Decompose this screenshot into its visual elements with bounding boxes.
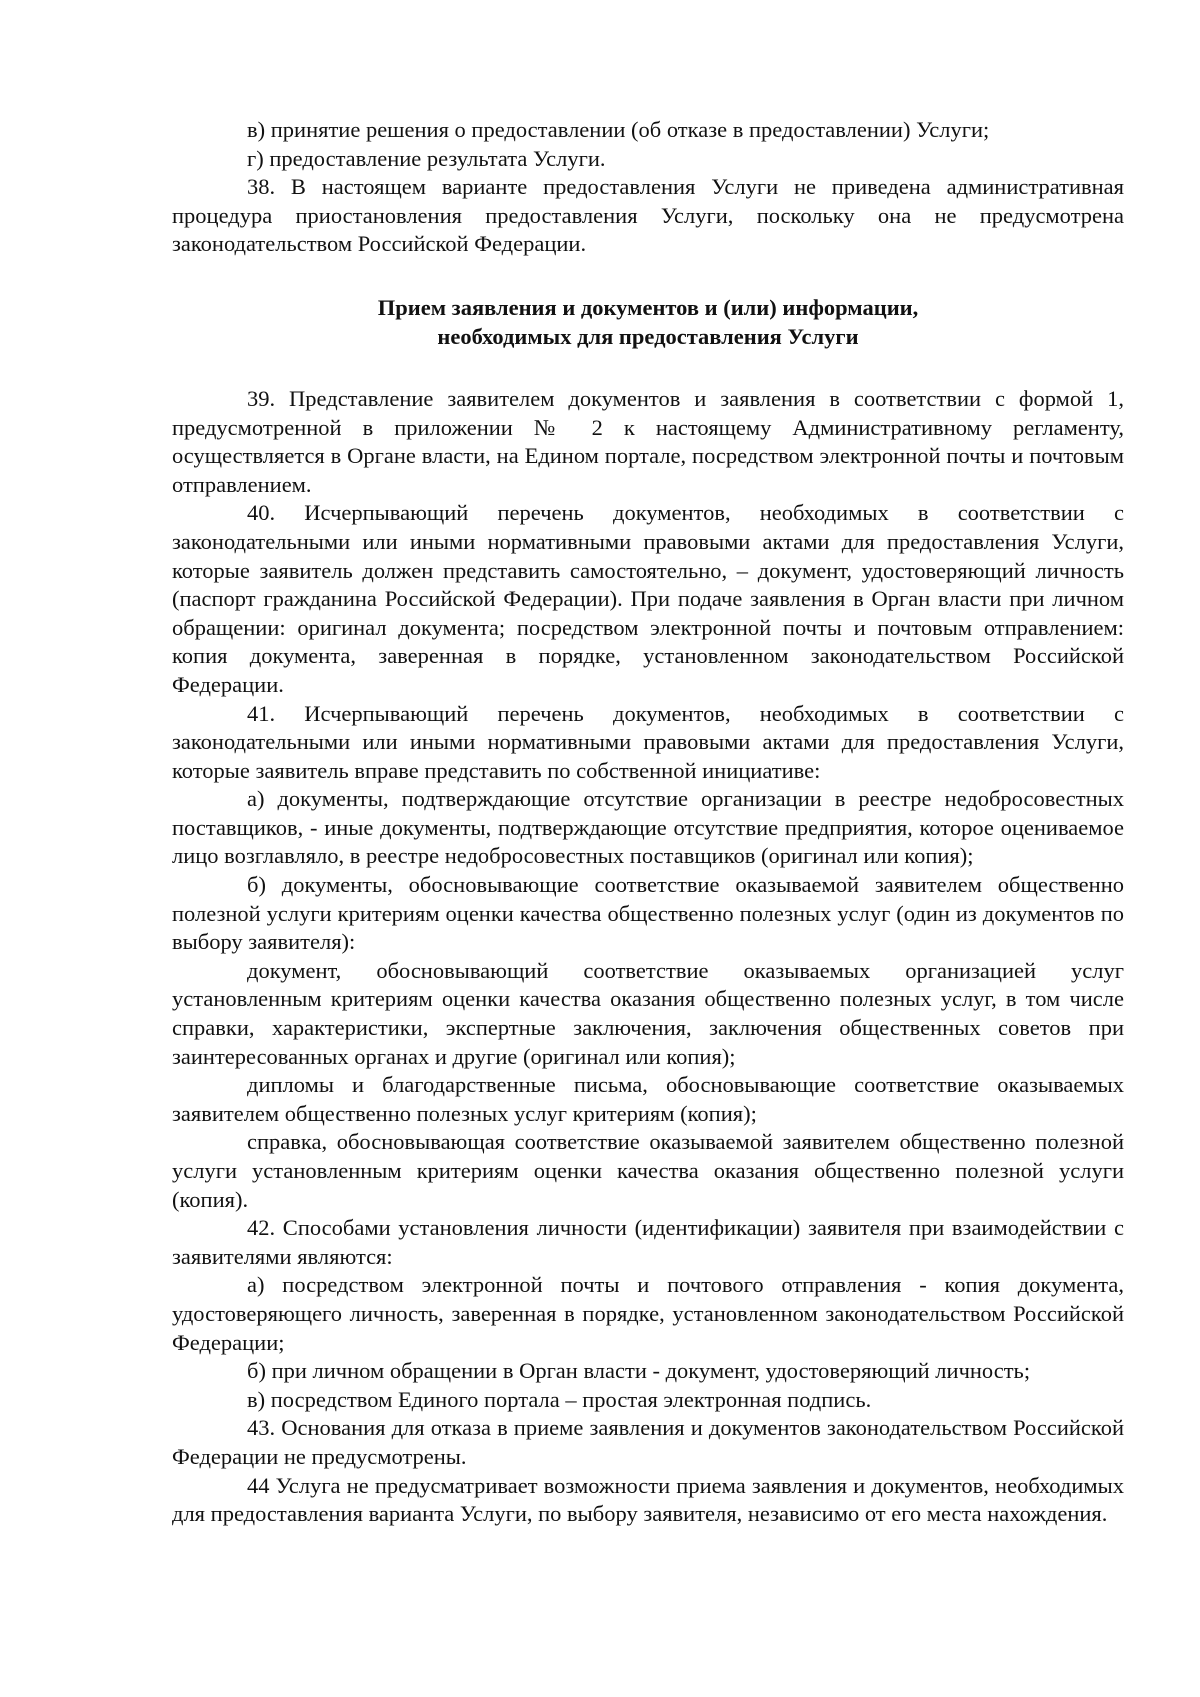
paragraph-39: 39. Представление заявителем документов и заявления в соответствии с формой 1, предусмотренной в приложении № 2 к настоящему Административному регламенту, осуществляется в Органе власти, на Едином портале, посредством электронной почты и почтовым отправлением. <box>172 385 1124 497</box>
paragraph-41-b: б) документы, обосновывающие соответствие оказываемой заявителем общественно полезной услуги критериям оценки качества общественно полезных услуг (один из документов по выбору заявителя): <box>172 872 1124 955</box>
paragraph-44: 44 Услуга не предусматривает возможности приема заявления и документов, необходимых для предоставления варианта Услуги, по выбору заявителя, независимо от его места нахождения. <box>172 1472 1124 1527</box>
section-heading-line-2: необходимых для предоставления Услуги <box>437 323 859 349</box>
paragraph-41-a: а) документы, подтверждающие отсутствие организации в реестре недобросовестных поставщиков, - иные документы, подтверждающие отсутствие предприятия, которое оцениваемое лицо возглавляло, в реестре недобросовестных поставщиков (оригинал или копия); <box>172 786 1124 869</box>
paragraph-42: 42. Способами установления личности (идентификации) заявителя при взаимодействии с заявителями являются: <box>172 1215 1124 1269</box>
section-heading <box>172 293 1124 351</box>
document-page <box>172 116 1124 1529</box>
paragraph-41-b-document: документ, обосновывающий соответствие оказываемых организацией услуг установленным критериям оценки качества оказания общественно полезных услуг, в том числе справки, характеристики, экспертные заключения, заключения общественных советов при заинтересованных органах и другие (оригинал или копия); <box>172 957 1124 1069</box>
paragraph-42-a: а) посредством электронной почты и почтового отправления - копия документа, удостоверяющего личность, заверенная в порядке, установленном законодательством Российской Федерации; <box>172 1272 1124 1355</box>
section-heading-line-1: Прием заявления и документов и (или) информации, <box>377 294 919 320</box>
paragraph-41: 41. Исчерпывающий перечень документов, необходимых в соответствии с законодательными или иными нормативными правовыми актами для предоставления Услуги, которые заявитель вправе представить по собственной инициативе: <box>172 700 1124 783</box>
paragraph-43: 43. Основания для отказа в приеме заявления и документов законодательством Российской Федерации не предусмотрены. <box>172 1415 1124 1469</box>
paragraph-38: 38. В настоящем варианте предоставления Услуги не приведена административная процедура приостановления предоставления Услуги, поскольку она не предусмотрена законодательством Российской Федерации. <box>172 174 1124 257</box>
paragraph-42-b: б) при личном обращении в Орган власти - документ, удостоверяющий личность; <box>247 1358 1031 1384</box>
paragraph-40: 40. Исчерпывающий перечень документов, необходимых в соответствии с законодательными или иными нормативными правовыми актами для предоставления Услуги, которые заявитель должен представить самостоятельно, – документ, удостоверяющий личность (паспорт гражданина Российской Федерации). При подаче заявления в Орган власти при личном обращении: оригинал документа; посредством электронной почты и почтовым отправлением: копия документа, заверенная в порядке, установленном законодательством Российской Федерации. <box>172 500 1124 697</box>
paragraph-item-v: в) принятие решения о предоставлении (об отказе в предоставлении) Услуги; <box>247 117 990 142</box>
paragraph-42-v: в) посредством Единого портала – простая электронная подпись. <box>247 1386 872 1412</box>
paragraph-41-b-certificate: справка, обосновывающая соответствие оказываемой заявителем общественно полезной услуги установленным критериям оценки качества оказания общественно полезной услуги (копия). <box>172 1129 1124 1212</box>
paragraph-item-g: г) предоставление результата Услуги. <box>247 145 606 171</box>
paragraph-41-b-diplomas: дипломы и благодарственные письма, обосновывающие соответствие оказываемых заявителем общественно полезных услуг критериям (копия); <box>172 1072 1124 1126</box>
